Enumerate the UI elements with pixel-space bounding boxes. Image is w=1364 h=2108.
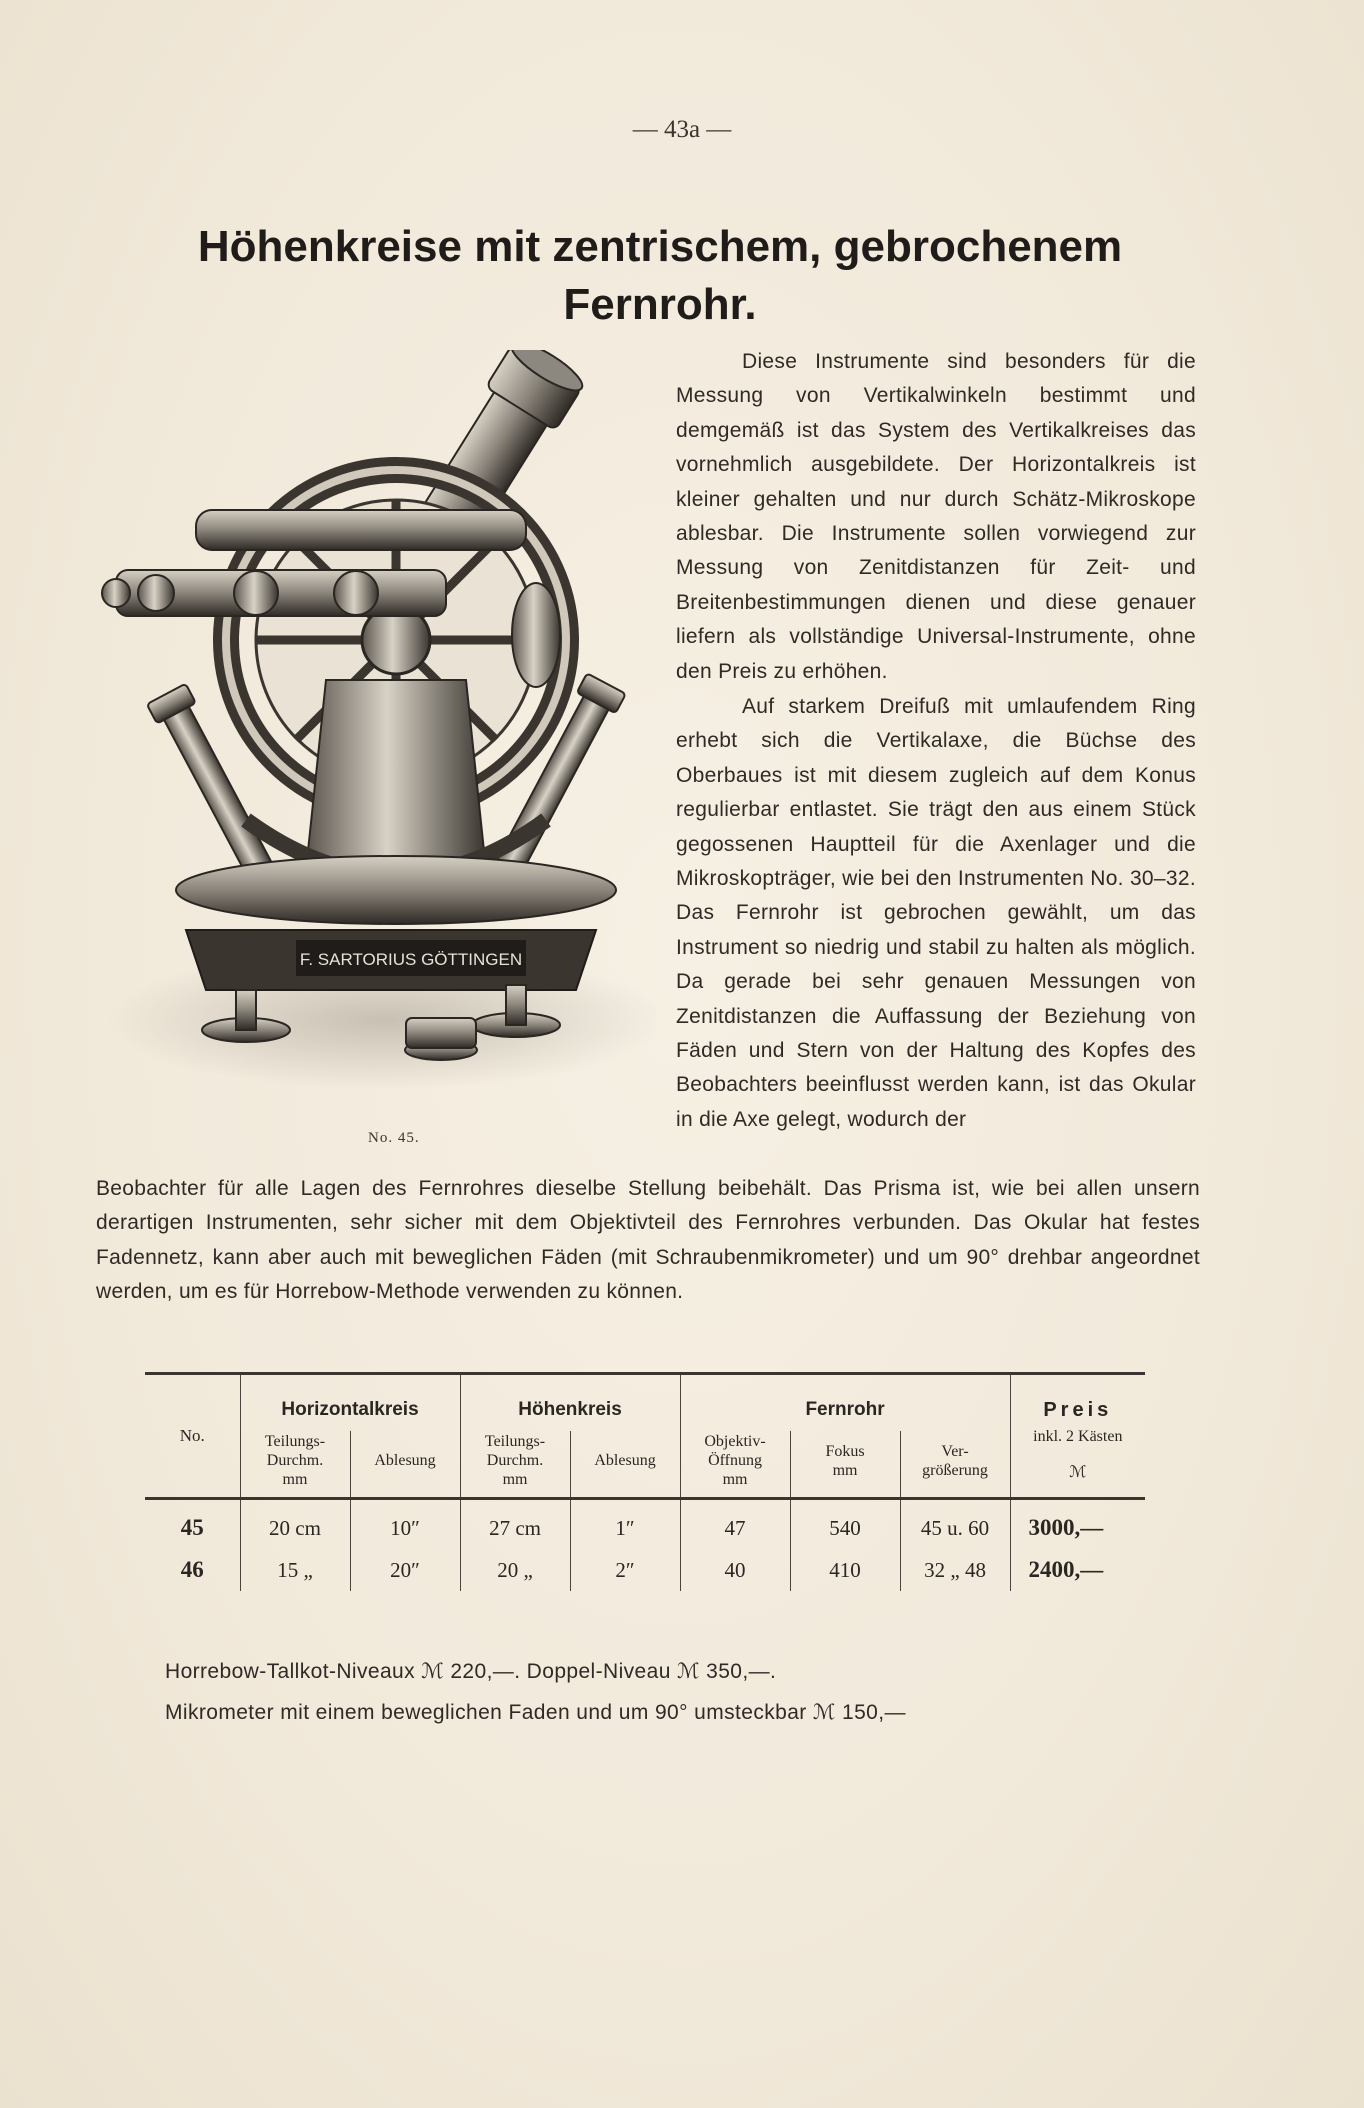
cell-objektiv: 47 bbox=[680, 1499, 790, 1550]
page-number: — 43a — bbox=[632, 116, 732, 143]
cell-fokus: 410 bbox=[790, 1549, 900, 1591]
col-no: No. bbox=[179, 1426, 205, 1445]
col-fokus: Fokus mm bbox=[790, 1431, 900, 1499]
cell-ablesung-horizontal: 10″ bbox=[350, 1499, 460, 1550]
figure-caption: No. 45. bbox=[368, 1130, 420, 1146]
cell-vergroesserung: 32 „ 48 bbox=[900, 1549, 1010, 1591]
group-fernrohr: Fernrohr bbox=[680, 1374, 1010, 1432]
col-ablesung-hoehen: Ablesung bbox=[570, 1431, 680, 1499]
cell-ablesung-horizontal: 20″ bbox=[350, 1549, 460, 1591]
col-teilung-horizontal: Teilungs- Durchm. mm bbox=[240, 1431, 350, 1499]
cell-preis: 3000,— bbox=[1010, 1499, 1145, 1550]
cell-ablesung-hoehen: 2″ bbox=[570, 1549, 680, 1591]
col-objektiv: Objektiv- Öffnung mm bbox=[680, 1431, 790, 1499]
cell-teilung-hoehen: 20 „ bbox=[460, 1549, 570, 1591]
col-ablesung-horizontal: Ablesung bbox=[350, 1431, 460, 1499]
group-horizontalkreis: Horizontalkreis bbox=[240, 1374, 460, 1432]
cell-ablesung-hoehen: 1″ bbox=[570, 1499, 680, 1550]
instrument-illustration bbox=[96, 350, 656, 1090]
paragraph-2: Auf starkem Dreifuß mit umlaufendem Ring erhebt sich die Vertikalaxe, die Büchse des Oberbaues ist mit diesem zugleich auf dem Konus regulierbar entlastet. Sie trägt den aus einem Stück gegossenen Hauptteil für die Axenlager und die Mikroskopträger, wie bei den Instrumenten No. 30–32. Das Fernrohr ist gebrochen gewählt, um das Instrument so niedrig und stabil zu halten als möglich. Da gerade bei sehr genauen Messungen von Zenitdistanzen die Auffassung der Beziehung von Fäden und Stern von der Haltung des Kopfes des Beobachters beeinflusst werden kann, ist das Okular in die Axe gelegt, wodurch der bbox=[676, 695, 1196, 1131]
instrument-nameplate: F. SARTORIUS GÖTTINGEN bbox=[299, 950, 523, 969]
paragraph-1: Diese Instrumente sind besonders für die Messung von Vertikalwinkeln bestimmt und demgemäß ist das System des Vertikalkreises das vornehmlich ausgebildete. Der Horizontalkreis ist kleiner gehalten und nur durch Schätz-Mikroskope ablesbar. Die Instrumente sollen vorwiegend zur Messung von Zenitdistanzen für Zeit- und Breitenbestimmungen dienen und diese genauer liefern als vollständige Universal-Instrumente, ohne den Preis zu erhöhen. bbox=[676, 350, 1196, 683]
group-preis bbox=[1010, 1374, 1145, 1499]
preis-sublabel: inkl. 2 Kästen bbox=[1033, 1428, 1123, 1445]
paragraph-3: Beobachter für alle Lagen des Fernrohres dieselbe Stellung beibehält. Das Prisma ist, wie bei allen unsern derartigen Instrumenten, sehr sicher mit dem Objektivteil des Fernrohres verbunden. Das Okular hat festes Fadennetz, kann aber auch mit beweglichen Fäden (mit Schraubenmikrometer) und um 90° drehbar angeordnet werden, um es für Horrebow-Methode verwenden zu können. bbox=[96, 1177, 1200, 1304]
title-line-2: Fernrohr. bbox=[563, 280, 757, 329]
cell-teilung-hoehen: 27 cm bbox=[460, 1499, 570, 1550]
footnote-niveaux: Horrebow-Tallkot-Niveaux ℳ 220,—. Doppel-Niveau ℳ 350,—. bbox=[165, 1660, 777, 1683]
col-vergroesserung: Ver- größerung bbox=[900, 1431, 1010, 1499]
cell-vergroesserung: 45 u. 60 bbox=[900, 1499, 1010, 1550]
cell-teilung-horizontal: 15 „ bbox=[240, 1549, 350, 1591]
cell-no: 46 bbox=[180, 1557, 204, 1582]
cell-fokus: 540 bbox=[790, 1499, 900, 1550]
table-row bbox=[145, 1499, 1145, 1550]
cell-objektiv: 40 bbox=[680, 1549, 790, 1591]
group-hoehenkreis: Höhenkreis bbox=[460, 1374, 680, 1432]
title-line-1: Höhenkreise mit zentrischem, gebrochenem bbox=[197, 222, 1123, 271]
col-teilung-hoehen: Teilungs- Durchm. mm bbox=[460, 1431, 570, 1499]
cell-preis: 2400,— bbox=[1010, 1549, 1145, 1591]
footnote-mikrometer: Mikrometer mit einem beweglichen Faden und um 90° umsteckbar ℳ 150,— bbox=[165, 1701, 906, 1724]
preis-label: Preis bbox=[1043, 1399, 1113, 1421]
specification-table bbox=[145, 1372, 1145, 1582]
preis-unit: ℳ bbox=[1069, 1464, 1087, 1481]
cell-no: 45 bbox=[180, 1515, 204, 1540]
cell-teilung-horizontal: 20 cm bbox=[240, 1499, 350, 1550]
table-row bbox=[145, 1549, 1145, 1591]
page-title bbox=[100, 218, 1220, 334]
